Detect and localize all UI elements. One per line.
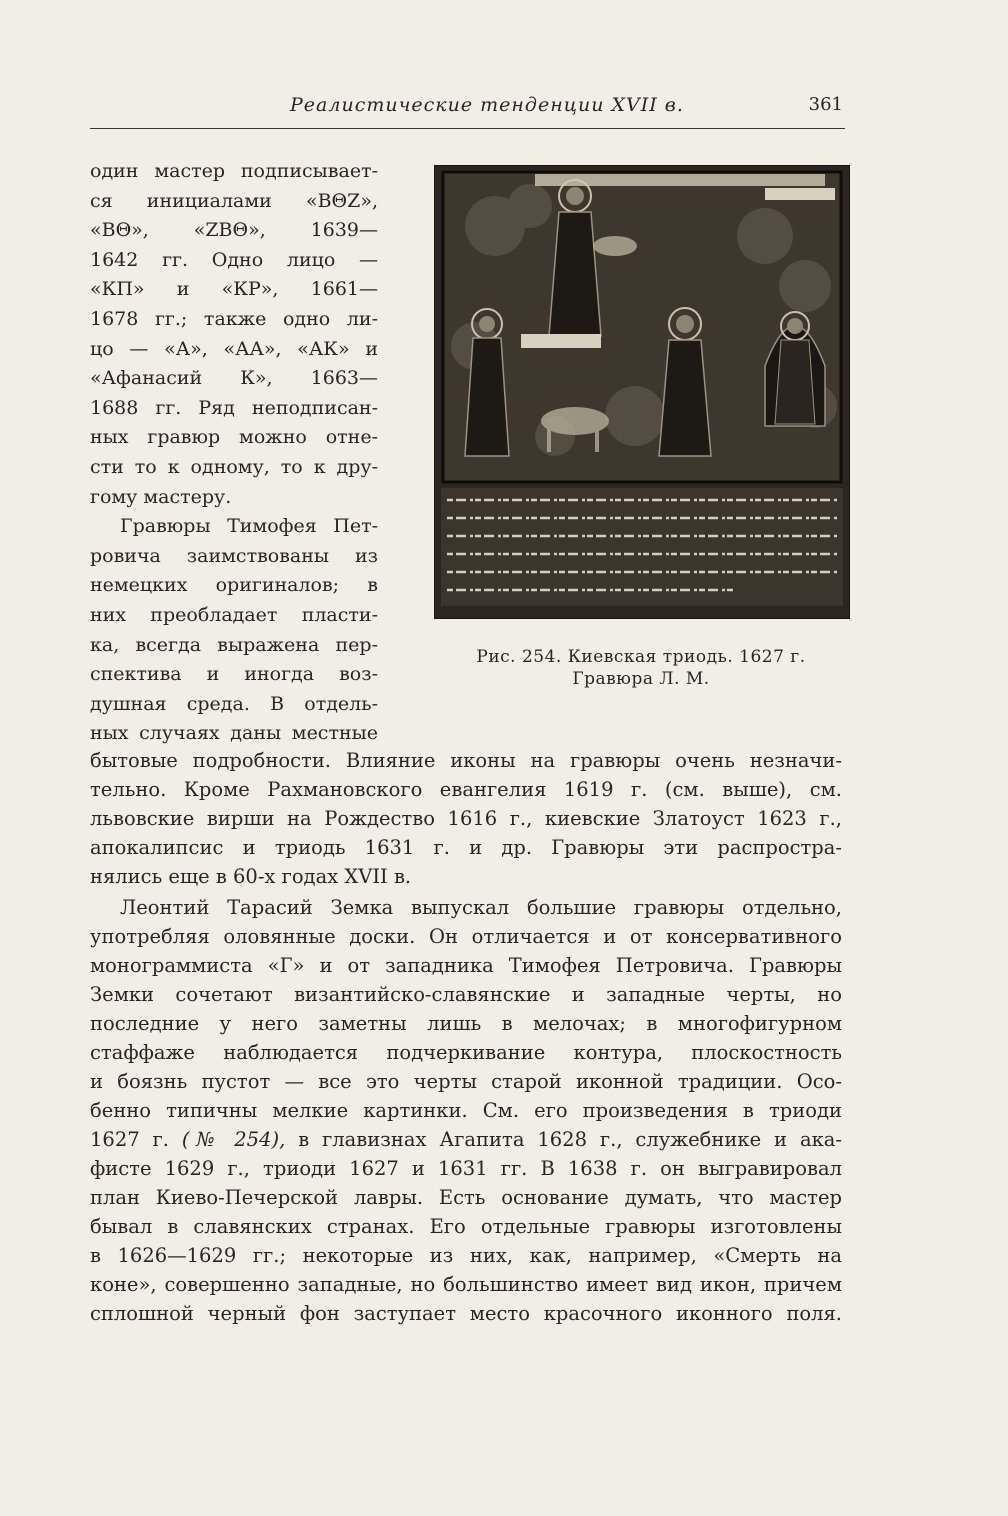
column-line: 1678 гг.; также одно ли-: [90, 308, 378, 330]
column-line: ка, всегда выражена пер-: [90, 633, 378, 656]
column-line: немецких оригиналов; в: [90, 574, 378, 597]
paragraph-2-line: коне», совершенно западные, но большинство имеет вид икон, причем: [90, 1273, 842, 1296]
column-line: «ВΘ», «ZВΘ», 1639—: [90, 219, 378, 242]
paragraph-2-line: [90, 1125, 842, 1155]
column-line: «КП» и «КР», 1661—: [90, 278, 378, 301]
paragraph-2-line: стаффаже наблюдается подчеркивание контура, плоскостность: [90, 1041, 842, 1064]
paragraph-2-line: Земки сочетают византийско-славянские и западные черты, но: [90, 983, 842, 1006]
paragraph-1-line: бытовые подробности. Влияние иконы на гравюры очень незначи-: [90, 749, 842, 772]
paragraph-2-line: последние у него заметны лишь в мелочах; в многофигурном: [90, 1012, 842, 1035]
paragraph-2-line: план Киево-Печерской лавры. Есть основание думать, что мастер: [90, 1186, 842, 1209]
engraving-image: [435, 166, 849, 618]
paragraph-1-line: львовские вирши на Рождество 1616 г., киевские Златоуст 1623 г.,: [90, 807, 842, 830]
column-line: спектива и иногда воз-: [90, 663, 378, 686]
running-header: [90, 92, 845, 129]
column-line: Гравюры Тимофея Пет-: [120, 515, 378, 538]
column-line: один мастер подписывает-: [90, 160, 378, 182]
column-line: ровича заимствованы из: [90, 544, 378, 567]
paragraph-2-line: бенно типичны мелкие картинки. См. его произведения в триоди: [90, 1099, 842, 1122]
column-line: душная среда. В отдель-: [90, 692, 378, 715]
column-line: ся инициалами «ВΘZ»,: [90, 189, 378, 212]
column-line: цо — «А», «АА», «АК» и: [90, 337, 378, 360]
column-line: ных случаях даны местные: [90, 722, 378, 745]
paragraph-1-line: апокалипсис и триодь 1631 г. и др. Гравюры эти распростра-: [90, 836, 842, 859]
paragraph-2-line: сплошной черный фон заступает место красочного иконного поля.: [90, 1302, 842, 1325]
column-line: 1642 гг. Одно лицо —: [90, 248, 378, 271]
paragraph-2-line: фисте 1629 г., триоди 1627 и 1631 гг. В 1638 г. он выгравировал: [90, 1157, 842, 1180]
engraving-figure: [434, 165, 850, 619]
column-line: гому мастеру.: [90, 485, 232, 508]
paragraph-2-line: монограммиста «Г» и от западника Тимофея Петровича. Гравюры: [90, 954, 842, 977]
paragraph-2-text: в главизнах Агапита 1628 г., служебнике и ака-: [285, 1128, 842, 1151]
paragraph-1-line: тельно. Кроме Рахмановского евангелия 1619 г. (см. выше), см.: [90, 778, 842, 801]
paragraph-2-line: бывал в славянских странах. Его отдельные гравюры изготовлены: [90, 1215, 842, 1238]
figure-caption-line-1: Рис. 254. Киевская триодь. 1627 г.: [476, 647, 806, 667]
running-header-title: Реалистические тенденции XVII в.: [290, 94, 684, 116]
column-line: сти то к одному, то к дру-: [90, 456, 378, 478]
column-line: 1688 гг. Ряд неподписан-: [90, 396, 378, 419]
column-line: них преобладает пласти-: [90, 604, 378, 626]
paragraph-2-line: в 1626—1629 гг.; некоторые из них, как, например, «Смерть на: [90, 1244, 842, 1267]
figure-reference: (№ 254),: [181, 1128, 286, 1151]
paragraph-2-line: и боязнь пустот — все это черты старой иконной традиции. Осо-: [90, 1070, 842, 1093]
figure-caption-line-2: Гравюра Л. М.: [572, 669, 710, 689]
paragraph-2-line: употребляя оловянные доски. Он отличается и от консервативного: [90, 925, 842, 948]
paragraph-2-text: 1627 г.: [90, 1128, 182, 1151]
paragraph-2-line: Леонтий Тарасий Земка выпускал большие гравюры отдельно,: [120, 896, 842, 919]
column-line: ных гравюр можно отне-: [90, 426, 378, 449]
column-line: «Афанасий К», 1663—: [90, 367, 378, 390]
paragraph-1-line: нялись еще в 60-х годах XVII в.: [90, 865, 412, 888]
page-number: 361: [808, 94, 843, 115]
